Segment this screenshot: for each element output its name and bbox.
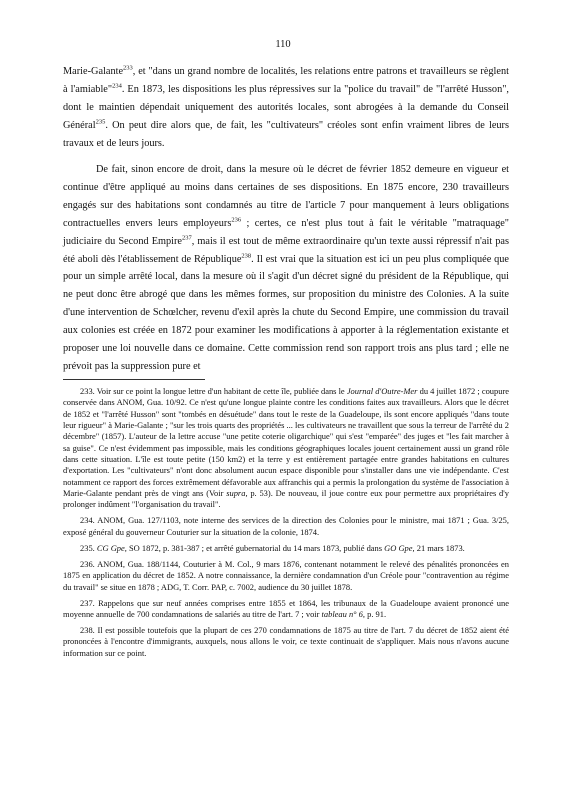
italic-text: supra [226,488,246,499]
text-segment: , et "dans un grand nombre de localités, les relations entre patrons et travailleurs se règlent à l'amiable" [63,66,509,95]
text-segment: . On peut dire alors que, de fait, les "cultivateurs" créoles sont enfin vraiment libres de leurs travaux et de leurs jours. [63,119,509,149]
text-segment: 235. [80,542,97,553]
italic-text: tableau n° 6 [321,608,363,619]
footnote-ref: 237 [182,234,192,242]
text-segment: . Il est vrai que la situation est ici un peu plus compliquée que pour un simple arrêté local, dans la mesure où il s'agit d'un décret signé du président de la République, qui ne peut donc être abrogé que dans les mêmes formes, sur proposition du ministre des Colonies. A la suite d'une intervention de Schœlcher, revenu d'exil après la chute du Second Empire, une commission du travail aux colonies est créée en 1872 pour examiner les modifications à apporter à la réglementation existante et proposer une loi nouvelle dans ce domaine. Cette commission rend son rapport trois ans plus tard ; elle ne prévoit pas la suppression pure et [63,253,509,372]
text-segment: , mais il est tout de même extraordinaire qu'un texte aussi répressif n'ait pas été aboli dès l'établissement de République [63,235,510,265]
footnote-238 [63,625,509,659]
text-segment: ; certes, ce n'est plus tout à fait le véritable "matraquage" judiciaire du Second Empire [63,217,509,247]
body-paragraph [63,63,509,153]
text-segment: Marie-Galante [63,66,124,77]
text-segment: 237. Rappelons que sur neuf années comprises entre 1855 et 1864, les tribunaux de la Guadeloupe avaient prononcé une moyenne annuelle de 700 condamnations de salariés au titre de l'art. 7 ; voir [63,597,509,619]
text-segment: du 4 juillet 1872 ; coupure conservée dans ANOM, Gua. 10/92. Ce n'est qu'une longue plainte contre les conditions faites aux travailleurs. Alors que le décret de 1852 et "l'arrêté Husson" sont "tombés en désuétude" dans tout le reste de la Guadeloupe, ils sont encore appliqués "dans toute leur rigueur" à Marie-Galante ; "sur les trois quarts des propriétés ... les cultivateurs ne travaillent que sous la terreur de l'arrêté du 2 décembre" (1857). L'auteur de la lettre accuse "une petite coterie oligarchique" qui s'est "emparée" des juges et "les fait marcher à sa guise". Ce n'est évidemment pas impossible, mais les conditions géographiques locales jouent certainement aussi un grand rôle dans cette situation. L'île est toute petite (150 km2) et la terre y est entièrement partagée entre grandes habitations en cultures d'exportation. Les "cultivateurs" n'ont donc absolument aucun espace disponible pour s'installer dans une vie indépendante. C'est notamment ce rapport des forces extrêmement défavorable aux affranchis qui a permis la prolongation du système de l'association à Marie-Galante pendant près de vingt ans (Voir [63,386,509,499]
text-segment: De fait, sinon encore de droit, dans la mesure où le décret de février 1852 demeure en vigueur et continue d'être appliqué au moins dans certaines de ses dispositions. En 1875 encore, 230 travailleurs engagés sur des habitations sont condamnés au titre de l'article 7 pour manquement à leurs obligations contractuelles envers leurs employeurs [63,164,509,229]
italic-text: CG Gpe [96,542,125,553]
text-segment: 234. ANOM, Gua. 127/1103, note interne des services de la direction des Colonies pour le ministre, mai 1871 ; Gua. 3/25, exposé général du gouverneur Couturier sur la situation de la colonie, 1874. [63,515,509,537]
italic-text: Journal d'Outre-Mer [346,386,418,396]
text-segment: , p. 53). De nouveau, il joue contre eux pour permettre aux propriétaires d'y prolonger indûment "l'organisation du travail". [63,488,510,510]
footnote-ref: 238 [241,252,252,260]
text-segment: , SO 1872, p. 381-387 ; et arrêté gubernatorial du 14 mars 1873, publié dans [124,542,385,553]
text-segment: 238. Il est possible toutefois que la plupart de ces 270 condamnations de 1875 au titre de l'art. 7 du décret de 1852 aient été prononcées à l'encontre d'immigrants, auxquels, nous allons le voir, ce texte continuait de s'appliquer. Mais nous n'avons aucune information sur ce point. [63,624,509,658]
footnote-233 [63,386,509,511]
footnote-ref: 233 [123,64,133,72]
text-segment: 233. Voir sur ce point la longue lettre d'un habitant de cette île, publiée dans le [80,386,347,396]
italic-text: GO Gpe [384,542,413,553]
footnote-235 [63,543,509,554]
text-segment: 236. ANOM, Gua. 188/1144, Couturier à M. Col., 9 mars 1876, contenant notamment le relevé des pénalités prononcées en 1875 en application du décret de 1852. A notre connaissance, la dernière condamnation d'un Créole pour "contravention au régime du travail" se situe en 1878 ; ADG, T. Corr. PAP, c. 7002, audience du 30 juillet 1878. [63,558,509,592]
text-segment: , p. 91. [362,608,387,619]
footnote-separator [63,379,205,380]
footnote-ref: 234 [112,82,122,90]
page-number: 110 [275,39,291,50]
footnote-234 [63,515,509,538]
footnote-ref: 236 [231,216,242,224]
footnote-ref: 235 [95,118,106,126]
body-paragraph [63,161,509,376]
footnote-236 [63,559,509,593]
footnote-237 [63,598,509,621]
text-segment: . En 1873, les dispositions les plus répressives sur la "police du travail" de "l'arrêté Husson", dont le maintien dépendait uniquement des autorités locales, sont abrogées à la demande du Conseil Général [63,83,509,131]
footnotes [63,386,509,664]
text-segment: , 21 mars 1873. [412,542,465,553]
